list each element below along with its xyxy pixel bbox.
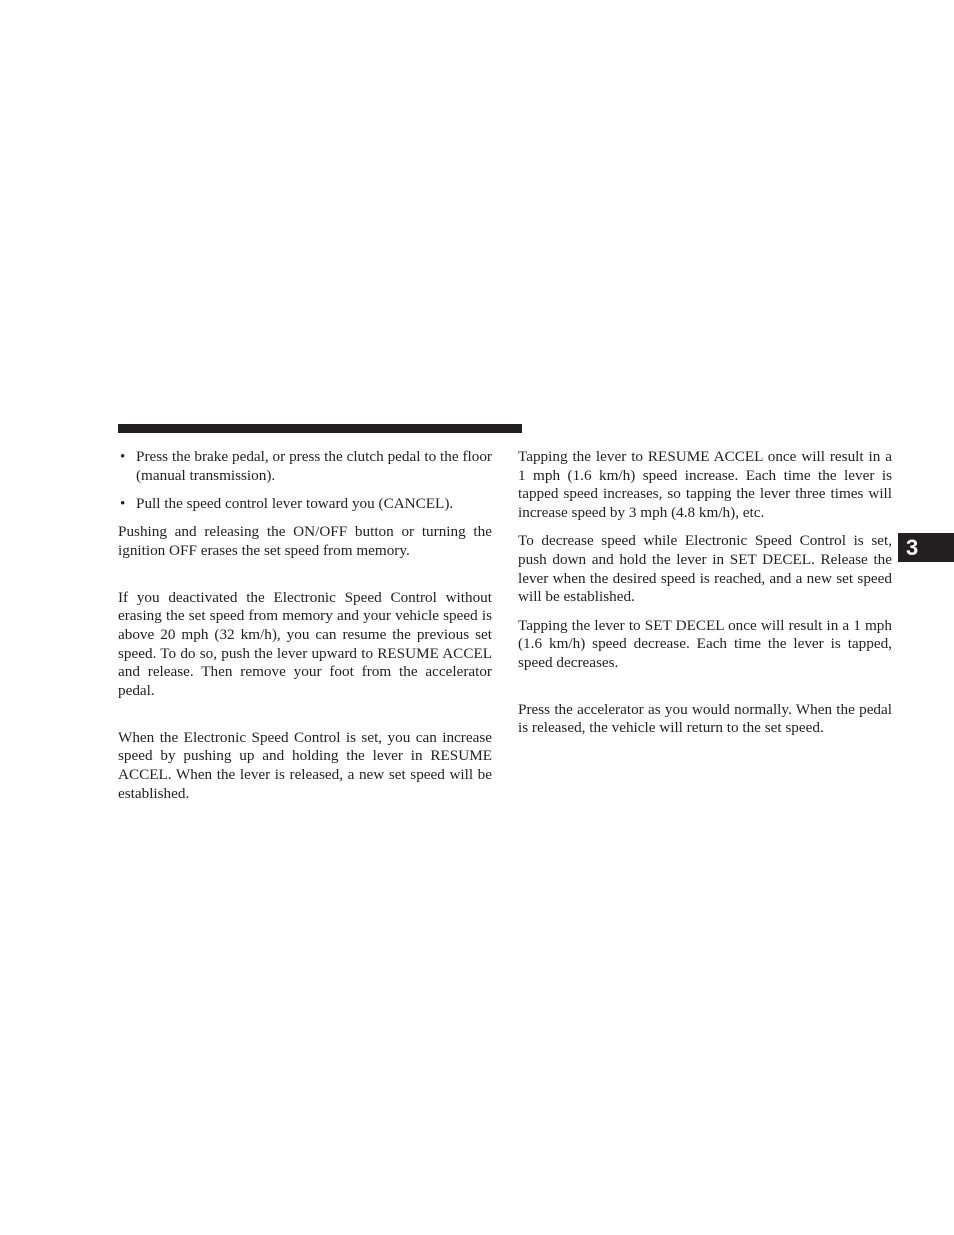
- left-column: [118, 448, 492, 804]
- increase-paragraph: When the Electronic Speed Control is set, you can increase speed by pushing up and holding the lever in RESUME ACCEL. When the lever is released, a new set speed will be established.: [118, 728, 492, 802]
- erase-paragraph: Pushing and releasing the ON/OFF button or turning the ignition OFF erases the set speed from memory.: [118, 523, 492, 559]
- tap-accel-paragraph: Tapping the lever to RESUME ACCEL once will result in a 1 mph (1.6 km/h) speed increase. Each time the lever is tapped speed increases, so tapping the lever three times will increase speed by 3 mph (4.8 km/h), etc.: [518, 448, 892, 522]
- bullet-icon: •: [120, 494, 126, 512]
- list-item-text: Press the brake pedal, or press the clutch pedal to the floor (manual transmission).: [136, 448, 492, 484]
- section-rule: [118, 424, 522, 433]
- cancel-methods-list: [118, 448, 492, 514]
- right-column: [518, 448, 892, 738]
- section-tab: 3: [898, 533, 954, 562]
- list-item: [118, 495, 492, 514]
- resume-paragraph: If you deactivated the Electronic Speed Control without erasing the set speed from memory and your vehicle speed is above 20 mph (32 km/h), you can resume the previous set speed. To do so, push the lever upward to RESUME ACCEL and release. Then remove your foot from the accelerator pedal.: [118, 588, 492, 700]
- decrease-paragraph: To decrease speed while Electronic Speed Control is set, push down and hold the lever in SET DECEL. Release the lever when the desired speed is reached, and a new set speed will be established.: [518, 532, 892, 606]
- list-item: [118, 448, 492, 485]
- tap-decel-paragraph: Tapping the lever to SET DECEL once will result in a 1 mph (1.6 km/h) speed decrease. Each time the lever is tapped, speed decreases.: [518, 616, 892, 672]
- accelerator-paragraph: Press the accelerator as you would normally. When the pedal is released, the vehicle will return to the set speed.: [518, 700, 892, 737]
- list-item-text: Pull the speed control lever toward you (CANCEL).: [136, 494, 454, 512]
- bullet-icon: •: [120, 448, 126, 465]
